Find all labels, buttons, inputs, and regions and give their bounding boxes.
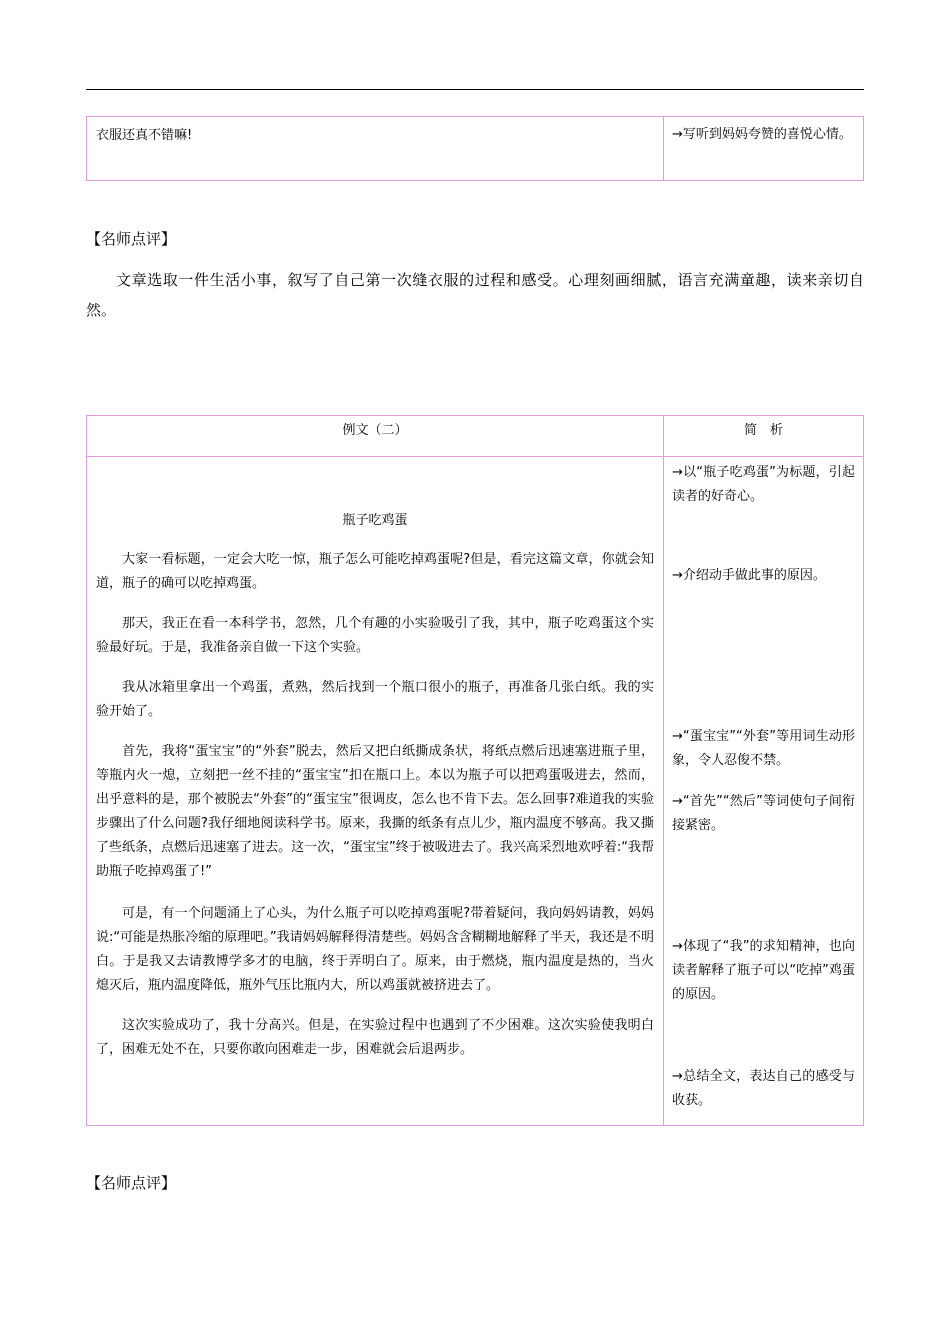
essay-body-cell <box>87 457 664 1126</box>
essay-body <box>87 457 663 1125</box>
header-essay-cell <box>87 416 664 457</box>
essay-paragraph-6: 这次实验成功了，我十分高兴。但是，在实验过程中也遇到了不少困难。这次实验使我明白了，困难无处不在，只要你敢向困难走一步，困难就会后退两步。 <box>96 1018 654 1057</box>
review-text-one: 文章选取一件生活小事，叙写了自己第一次缝衣服的过程和感受。心理刻画细腻，语言充满童趣，读来亲切自然。 <box>86 271 864 319</box>
analysis-note-5: →体现了“我”的求知精神，也向读者解释了瓶子可以“吃掉”鸡蛋的原因。 <box>672 939 855 1002</box>
essay-paragraph-1: 大家一看标题，一定会大吃一惊，瓶子怎么可能吃掉鸡蛋呢?但是，看完这篇文章，你就会知道，瓶子的确可以吃掉鸡蛋。 <box>96 552 654 591</box>
analysis-note: →写听到妈妈夸赞的喜悦心情。 <box>672 127 852 142</box>
essay-paragraph-2: 那天，我正在看一本科学书，忽然，几个有趣的小实验吸引了我，其中，瓶子吃鸡蛋这个实验最好玩。于是，我准备亲自做一下这个实验。 <box>96 616 654 655</box>
review-heading-two: 【名师点评】 <box>86 1174 177 1192</box>
essay-text: 衣服还真不错嘛! <box>96 128 193 143</box>
header-analysis-cell <box>664 416 864 457</box>
analysis-notes <box>664 457 863 1125</box>
essay-title: 瓶子吃鸡蛋 <box>342 513 408 528</box>
analysis-cell <box>664 117 864 181</box>
analysis-note-2: →介绍动手做此事的原因。 <box>672 568 826 583</box>
review-heading-one: 【名师点评】 <box>86 230 177 248</box>
essay-paragraph-4: 首先，我将“蛋宝宝”的“外套”脱去，然后又把白纸撕成条状，将纸点燃后迅速塞进瓶子里，等瓶内火一熄，立刻把一丝不挂的“蛋宝宝”扣在瓶口上。本以为瓶子可以把鸡蛋吸进去，然而，出乎意料的是，那个被脱去“外套”的“蛋宝宝”很调皮，怎么也不肯下去。怎么回事?难道我的实验步骤出了什么问题?我仔细地阅读科学书。原来，我撕的纸条有点儿少，瓶内温度不够高。我又撕了些纸条，点燃后迅速塞了进去。这一次，“蛋宝宝”终于被吸进去了。我兴高采烈地欢呼着:“我帮助瓶子吃掉鸡蛋了!” <box>96 744 654 879</box>
header-essay-label: 例文（二） <box>342 423 408 438</box>
essay-text-cell <box>87 117 664 181</box>
header-analysis-label: 简 析 <box>743 423 783 438</box>
table-essay-one-fragment <box>86 116 864 181</box>
analysis-body-cell <box>664 457 864 1126</box>
analysis-note-4: →“首先”“然后”等词使句子间衔接紧密。 <box>672 794 855 833</box>
analysis-note-1: →以“瓶子吃鸡蛋”为标题，引起读者的好奇心。 <box>672 465 855 504</box>
table-essay-two <box>86 415 864 1126</box>
analysis-note-3: →“蛋宝宝”“外套”等用词生动形象，令人忍俊不禁。 <box>672 729 855 768</box>
header-rule <box>86 89 864 90</box>
essay-paragraph-3: 我从冰箱里拿出一个鸡蛋，煮熟，然后找到一个瓶口很小的瓶子，再准备几张白纸。我的实验开始了。 <box>96 680 654 719</box>
essay-paragraph-5: 可是，有一个问题涌上了心头，为什么瓶子可以吃掉鸡蛋呢?带着疑问，我向妈妈请教，妈妈说:“可能是热胀冷缩的原理吧。”我请妈妈解释得清楚些。妈妈含含糊糊地解释了半天，我还是不明白。于是我又去请教博学多才的电脑，终于弄明白了。原来，由于燃烧，瓶内温度是热的，当火熄灭后，瓶内温度降低，瓶外气压比瓶内大，所以鸡蛋就被挤进去了。 <box>96 906 654 993</box>
analysis-note-6: →总结全文，表达自己的感受与收获。 <box>672 1069 855 1108</box>
